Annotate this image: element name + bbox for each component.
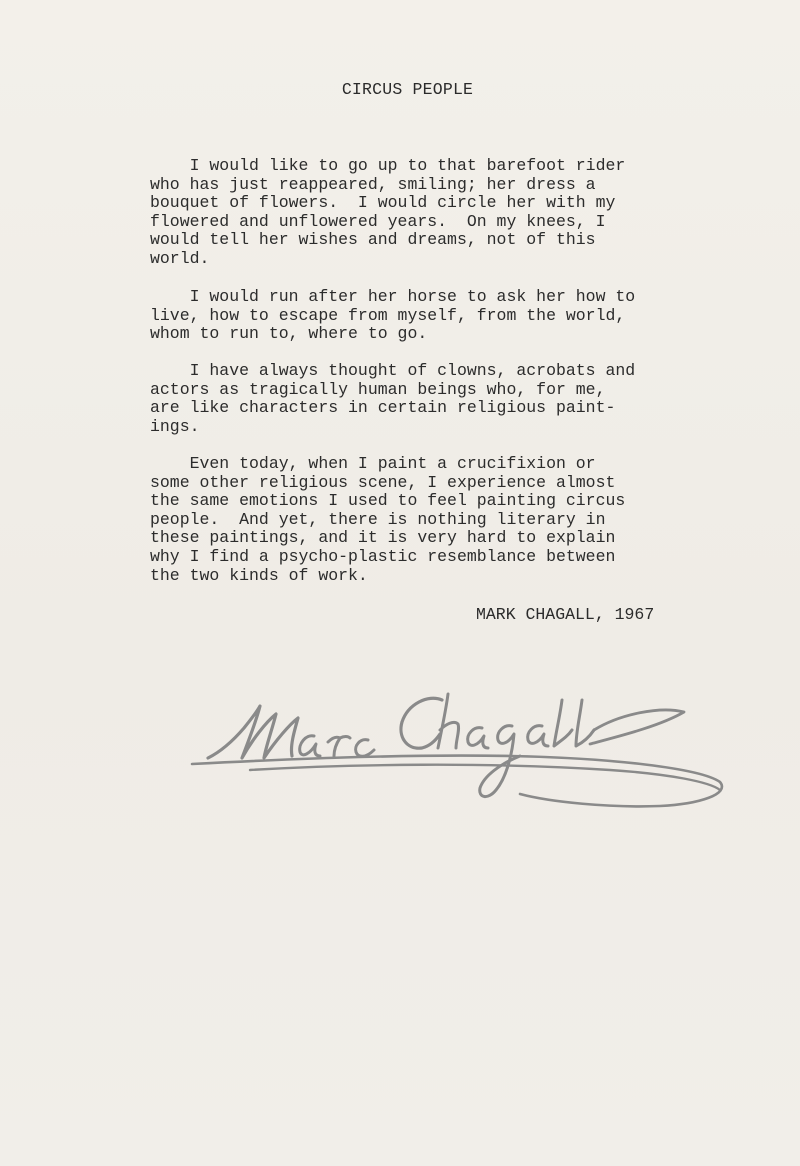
document-title: CIRCUS PEOPLE xyxy=(341,80,474,99)
text-line: whom to run to, where to go. xyxy=(150,324,428,344)
paragraph-2 xyxy=(150,288,710,344)
paragraph-4 xyxy=(150,455,710,585)
text-line: these paintings, and it is very hard to explain xyxy=(150,528,616,548)
handwritten-signature xyxy=(190,670,750,840)
text-line: ings. xyxy=(150,416,200,436)
author-byline: MARK CHAGALL, 1967 xyxy=(476,605,655,624)
text-line: actors as tragically human beings who, for me, xyxy=(150,379,606,399)
text-line: some other religious scene, I experience almost xyxy=(150,472,616,492)
paragraph-1 xyxy=(150,157,710,269)
text-line: are like characters in certain religious paint- xyxy=(150,398,616,418)
text-line: I have always thought of clowns, acrobats and xyxy=(150,361,636,380)
paragraph-3 xyxy=(150,362,710,436)
text-line: why I find a psycho-plastic resemblance between xyxy=(150,546,616,566)
text-line: live, how to escape from myself, from the world, xyxy=(150,305,626,325)
text-line: I would like to go up to that barefoot rider xyxy=(150,156,626,175)
text-line: bouquet of flowers. I would circle her with my xyxy=(150,193,616,213)
text-line: who has just reappeared, smiling; her dress a xyxy=(150,174,596,194)
text-line: would tell her wishes and dreams, not of this xyxy=(150,230,596,250)
text-line: people. And yet, there is nothing literary in xyxy=(150,509,606,529)
text-line: the same emotions I used to feel painting circus xyxy=(150,491,626,511)
text-line: Even today, when I paint a crucifixion or xyxy=(150,454,596,473)
text-line: flowered and unflowered years. On my knees, I xyxy=(150,211,606,231)
text-line: the two kinds of work. xyxy=(150,565,368,585)
text-line: I would run after her horse to ask her how to xyxy=(150,287,636,306)
text-line: world. xyxy=(150,248,210,268)
